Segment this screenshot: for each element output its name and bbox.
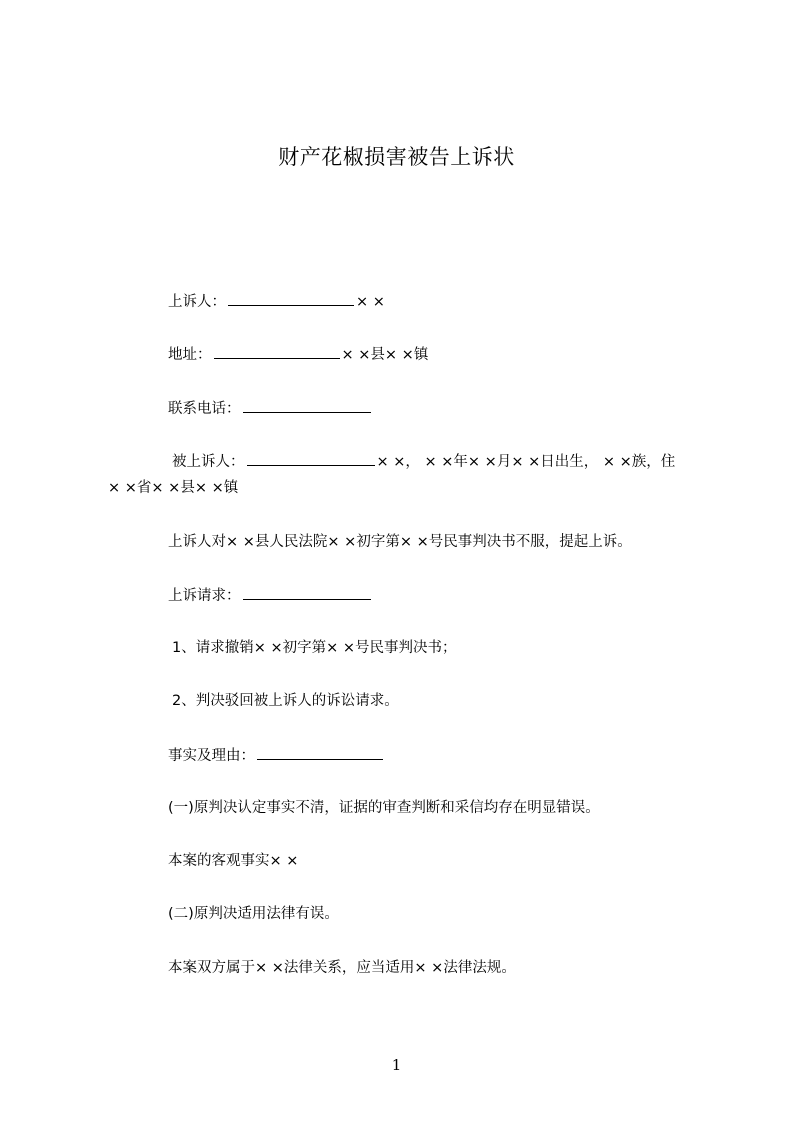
reason-1-body: 本案的客观事实× ×	[168, 853, 299, 869]
appellant-value: × ×	[356, 294, 385, 310]
request-item-2: 2、判决驳回被上诉人的诉讼请求。	[172, 693, 399, 709]
respondent-label: 被上诉人：	[172, 454, 245, 470]
reason-2-heading: (二)原判决适用法律有误。	[168, 906, 339, 922]
respondent-blank	[247, 451, 375, 466]
appellant-blank	[228, 291, 354, 306]
document-title: 财产花椒损害被告上诉状	[278, 145, 515, 169]
respondent-value-cont: × ×省× ×县× ×镇	[108, 480, 239, 496]
request-blank	[243, 585, 371, 600]
facts-label: 事实及理由：	[168, 748, 255, 764]
request-label: 上诉请求：	[168, 588, 241, 604]
address-line	[168, 344, 428, 365]
respondent-line-cont	[108, 478, 238, 498]
page-number: 1	[391, 1056, 402, 1074]
facts-line	[168, 745, 385, 766]
appellant-line	[168, 291, 385, 312]
address-label: 地址：	[168, 347, 212, 363]
respondent-line	[172, 451, 675, 472]
phone-line	[168, 398, 373, 419]
address-blank	[214, 344, 340, 359]
facts-blank	[257, 745, 383, 760]
reason-2-body: 本案双方属于× ×法律关系，应当适用× ×法律法规。	[168, 960, 516, 976]
request-item-1: 1、请求撤销× ×初字第× ×号民事判决书；	[172, 640, 457, 656]
respondent-value: × ×， × ×年× ×月× ×日出生， × ×族，住	[376, 454, 676, 470]
appellant-label: 上诉人：	[168, 294, 226, 310]
phone-blank	[243, 398, 371, 413]
address-value: × ×县× ×镇	[341, 347, 429, 363]
request-line	[168, 585, 373, 606]
appeal-statement: 上诉人对× ×县人民法院× ×初字第× ×号民事判决书不服，提起上诉。	[168, 534, 632, 550]
reason-1-heading: (一)原判决认定事实不清，证据的审查判断和采信均存在明显错误。	[168, 800, 600, 816]
phone-label: 联系电话：	[168, 401, 241, 417]
